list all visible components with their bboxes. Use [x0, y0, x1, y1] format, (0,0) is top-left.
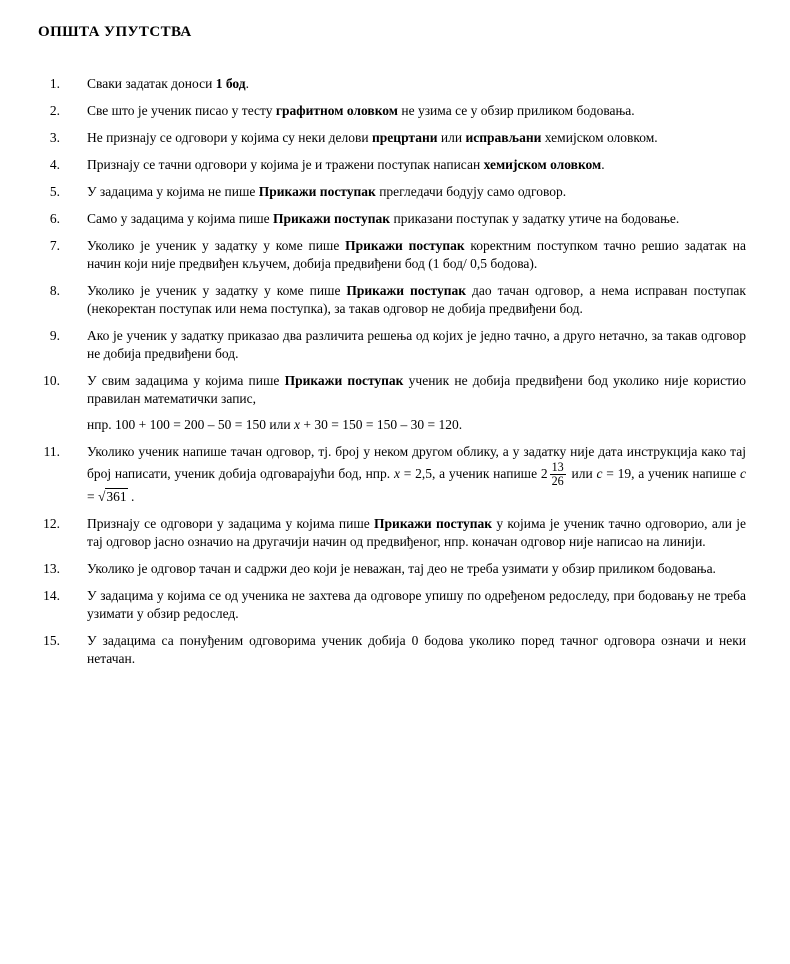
- item-number: 10.: [43, 373, 60, 388]
- list-item: [38, 75, 746, 93]
- item-number: 4.: [49, 157, 60, 172]
- item-body: [87, 102, 746, 120]
- list-item: [38, 327, 746, 363]
- item-body: [87, 560, 746, 578]
- item-paragraph: Све што је ученик писао у тесту графитном оловком не узима се у обзир приликом бодовања.: [87, 103, 635, 118]
- item-paragraph: Уколико је ученик у задатку у коме пише Прикажи поступак дао тачан одговор, а нема исправан поступак (некоректан поступак или нема поступка), за такав одговор не добија предвиђени бод.: [87, 283, 746, 316]
- item-paragraph: У задацима у којима не пише Прикажи поступак прегледачи бодују само одговор.: [87, 184, 567, 199]
- item-body: [87, 443, 746, 506]
- list-item: [38, 129, 746, 147]
- list-item: [38, 237, 746, 273]
- item-number: 2.: [49, 103, 60, 118]
- list-item: [38, 183, 746, 201]
- item-number: 5.: [49, 184, 60, 199]
- item-number: 1.: [49, 76, 60, 91]
- item-body: [87, 327, 746, 363]
- item-paragraph: Не признају се одговори у којима су неки делови прецртани или исправљани хемијском оловком.: [87, 130, 658, 145]
- math-square-root: √361: [98, 488, 127, 504]
- list-item: [38, 443, 746, 506]
- item-number: 15.: [43, 632, 60, 648]
- item-paragraph: нпр. 100 + 100 = 200 – 50 = 150 или x + 30 = 150 = 150 – 30 = 120.: [87, 417, 463, 432]
- item-paragraph: Ако је ученик у задатку приказао два различита решења од којих је једно тачно, а друго нетачно, за такав одговор не добија предвиђени бод.: [87, 328, 746, 361]
- item-body: [87, 210, 746, 228]
- list-item: [38, 210, 746, 228]
- list-item: [38, 156, 746, 174]
- item-body: [87, 587, 746, 623]
- list-item: [38, 372, 746, 434]
- item-body: [87, 372, 746, 434]
- item-body: [87, 129, 746, 147]
- item-body: [87, 515, 746, 551]
- list-item: [38, 560, 746, 578]
- item-paragraph: У задацима у којима се од ученика не захтева да одговоре упишу по одређеном редоследу, при бодовању не треба узимати у обзир редослед.: [87, 587, 746, 621]
- item-paragraph: У свим задацима у којима пише Прикажи поступак ученик не добија предвиђени бод уколико није користио правилан математички запис,: [87, 373, 746, 406]
- item-number: 6.: [49, 211, 60, 226]
- item-number: 3.: [49, 130, 60, 145]
- item-body: [87, 282, 746, 318]
- item-paragraph: Признају се одговори у задацима у којима пише Прикажи поступак у којима је ученик тачно одговорио, али је тај одговор јасно означио на другачији начин од предвиђеног, нпр. коначан одговор није написао на линији.: [87, 515, 746, 549]
- item-number: 13.: [43, 560, 60, 576]
- item-number: 11.: [43, 444, 60, 459]
- list-item: [38, 282, 746, 318]
- list-item: [38, 515, 746, 551]
- item-body: [87, 183, 746, 201]
- item-paragraph: Признају се тачни одговори у којима је и тражени поступак написан хемијском оловком.: [87, 157, 605, 172]
- page-title: ОПШТА УПУТСТВА: [38, 24, 192, 40]
- list-item: [38, 587, 746, 623]
- list-item: [38, 632, 746, 668]
- item-number: 7.: [49, 238, 60, 253]
- item-number: 12.: [43, 515, 60, 531]
- item-paragraph: У задацима са понуђеним одговорима ученик добија 0 бодова уколико поред тачног одговора означи и неки нетачан.: [87, 632, 746, 666]
- item-number: 9.: [49, 328, 60, 343]
- item-paragraph: Сваки задатак доноси 1 бод.: [87, 76, 249, 91]
- item-body: [87, 632, 746, 668]
- item-paragraph: Уколико је одговор тачан и садржи део који је неважан, тај део не треба узимати у обзир приликом бодовања.: [87, 560, 716, 576]
- item-number: 8.: [49, 283, 60, 298]
- item-body: [87, 156, 746, 174]
- list-item: [38, 102, 746, 120]
- math-mixed-fraction: 2 $\frac{13}{26}$: [540, 460, 564, 488]
- item-body: [87, 75, 746, 93]
- item-number: 14.: [43, 587, 60, 603]
- item-paragraph: Уколико је ученик у задатку у коме пише Прикажи поступак коректним поступком тачно решио задатак на начин који није предвиђен кључем, добија предвиђени бод (1 бод/ 0,5 бодова).: [87, 238, 747, 271]
- item-body: [87, 237, 746, 273]
- item-paragraph: Уколико ученик напише тачан одговор, тј. број у неком другом облику, а у задатку није дата инструкција како тај број написати, ученик добија одговарајући бод, нпр. x = 2,5, а ученик напише 2 $\frac{13}{26}$ или c = 19, а ученик напише c = √361 .: [87, 444, 746, 504]
- item-paragraph: Само у задацима у којима пише Прикажи поступак приказани поступак у задатку утиче на бодовање.: [87, 211, 680, 226]
- instructions-list: [38, 75, 746, 668]
